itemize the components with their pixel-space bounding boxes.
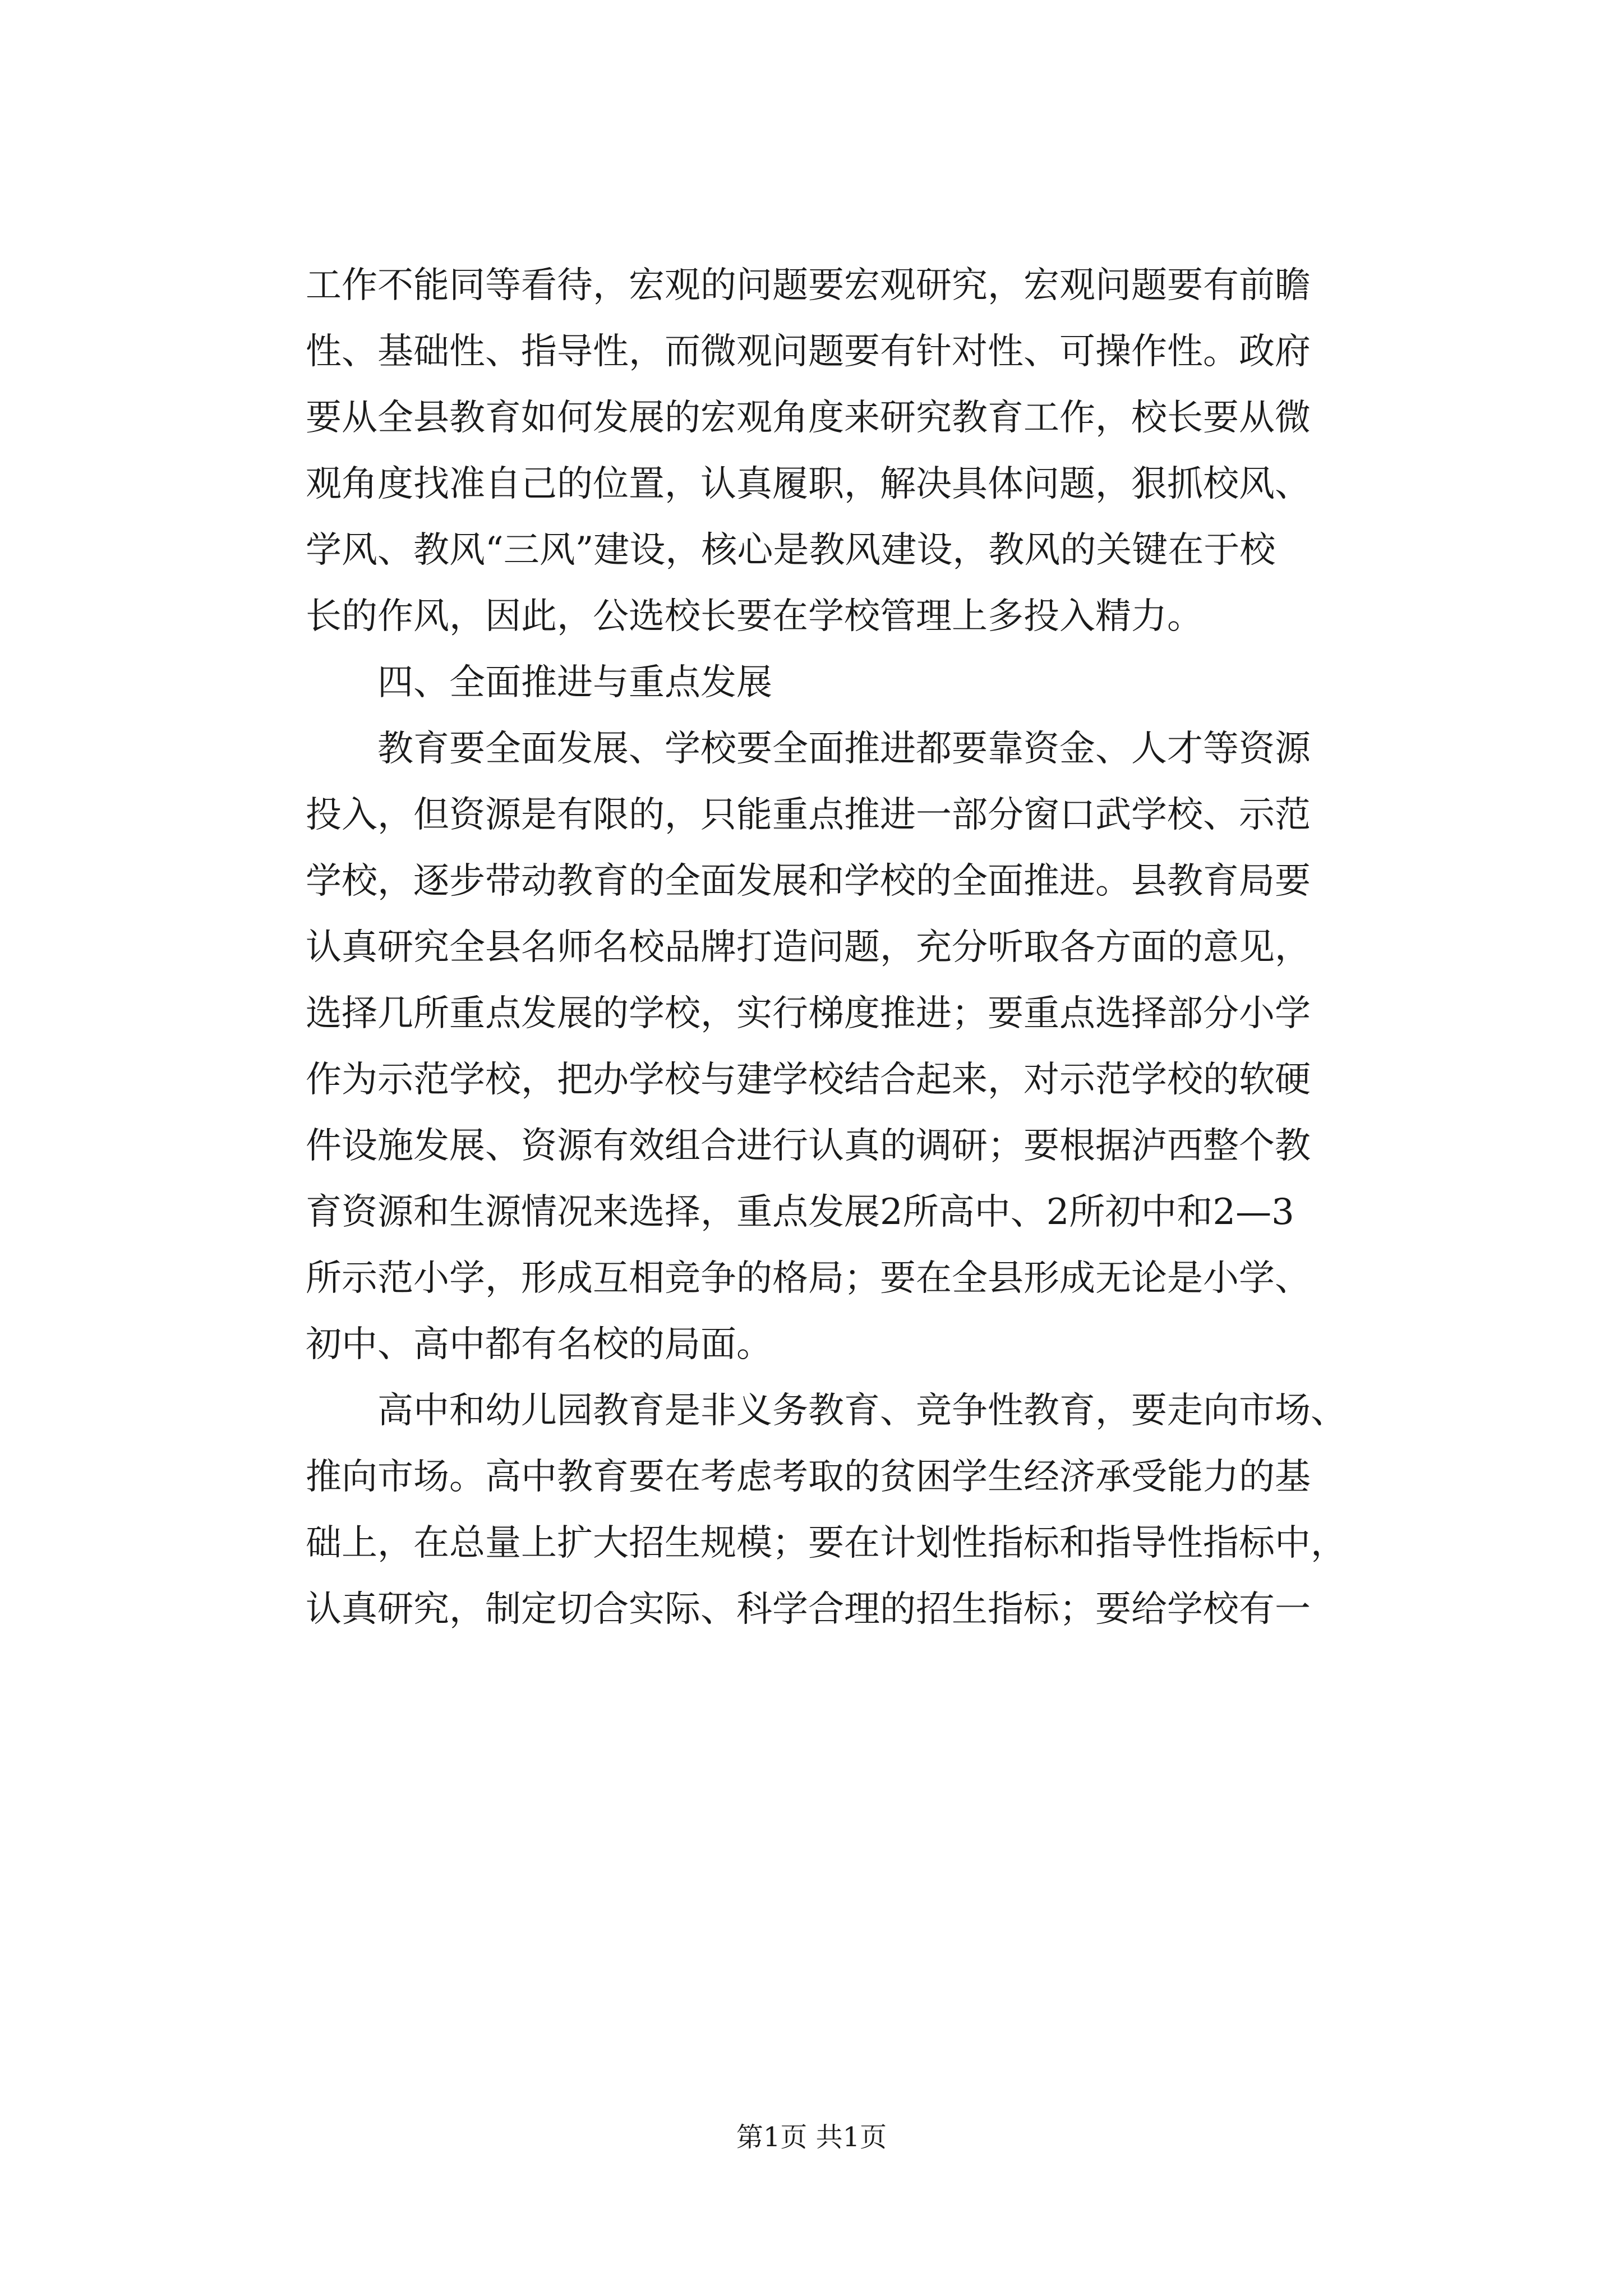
text-line: 认真研究全县名师名校品牌打造问题，充分听取各方面的意见， — [306, 927, 1311, 968]
text-line: 高中和幼儿园教育是非义务教育、竞争性教育，要走向市场、 — [377, 1390, 1347, 1432]
text-line: 育资源和生源情况来选择，重点发展2所高中、2所初中和2—3 — [306, 1191, 1294, 1233]
text-line: 观角度找准自己的位置，认真履职，解决具体问题，狠抓校风、 — [306, 463, 1311, 505]
page-number-label: 第1页 共1页 — [736, 2122, 887, 2153]
text-line: 投入，但资源是有限的，只能重点推进一部分窗口武学校、示范 — [306, 794, 1311, 836]
text-line: 件设施发展、资源有效组合进行认真的调研；要根据泸西整个教 — [306, 1125, 1311, 1167]
text-line: 所示范小学，形成互相竞争的格局；要在全县形成无论是小学、 — [306, 1258, 1311, 1299]
text-line: 长的作风，因此，公选校长要在学校管理上多投入精力。 — [306, 596, 1203, 637]
text-line: 认真研究，制定切合实际、科学合理的招生指标；要给学校有一 — [306, 1589, 1311, 1630]
page-footer — [0, 2120, 1623, 2154]
text-line: 推向市场。高中教育要在考虑考取的贫困学生经济承受能力的基 — [306, 1456, 1311, 1498]
text-line: 学校，逐步带动教育的全面发展和学校的全面推进。县教育局要 — [306, 861, 1311, 902]
text-line: 初中、高中都有名校的局面。 — [306, 1324, 772, 1365]
text-line: 选择几所重点发展的学校，实行梯度推进；要重点选择部分小学 — [306, 993, 1311, 1034]
document-body — [306, 252, 1419, 1642]
text-line: 学风、教风“三风”建设，核心是教风建设，教风的关键在于校 — [306, 530, 1276, 571]
text-line: 要从全县教育如何发展的宏观角度来研究教育工作，校长要从微 — [306, 397, 1311, 439]
text-line: 性、基础性、指导性，而微观问题要有针对性、可操作性。政府 — [306, 331, 1311, 372]
text-line: 教育要全面发展、学校要全面推进都要靠资金、人才等资源 — [377, 728, 1311, 770]
text-line: 工作不能同等看待，宏观的问题要宏观研究，宏观问题要有前瞻 — [306, 265, 1311, 306]
text-line: 作为示范学校，把办学校与建学校结合起来，对示范学校的软硬 — [306, 1059, 1311, 1101]
text-line: 础上，在总量上扩大招生规模；要在计划性指标和指导性指标中， — [306, 1522, 1347, 1564]
section-heading: 四、全面推进与重点发展 — [377, 662, 772, 703]
